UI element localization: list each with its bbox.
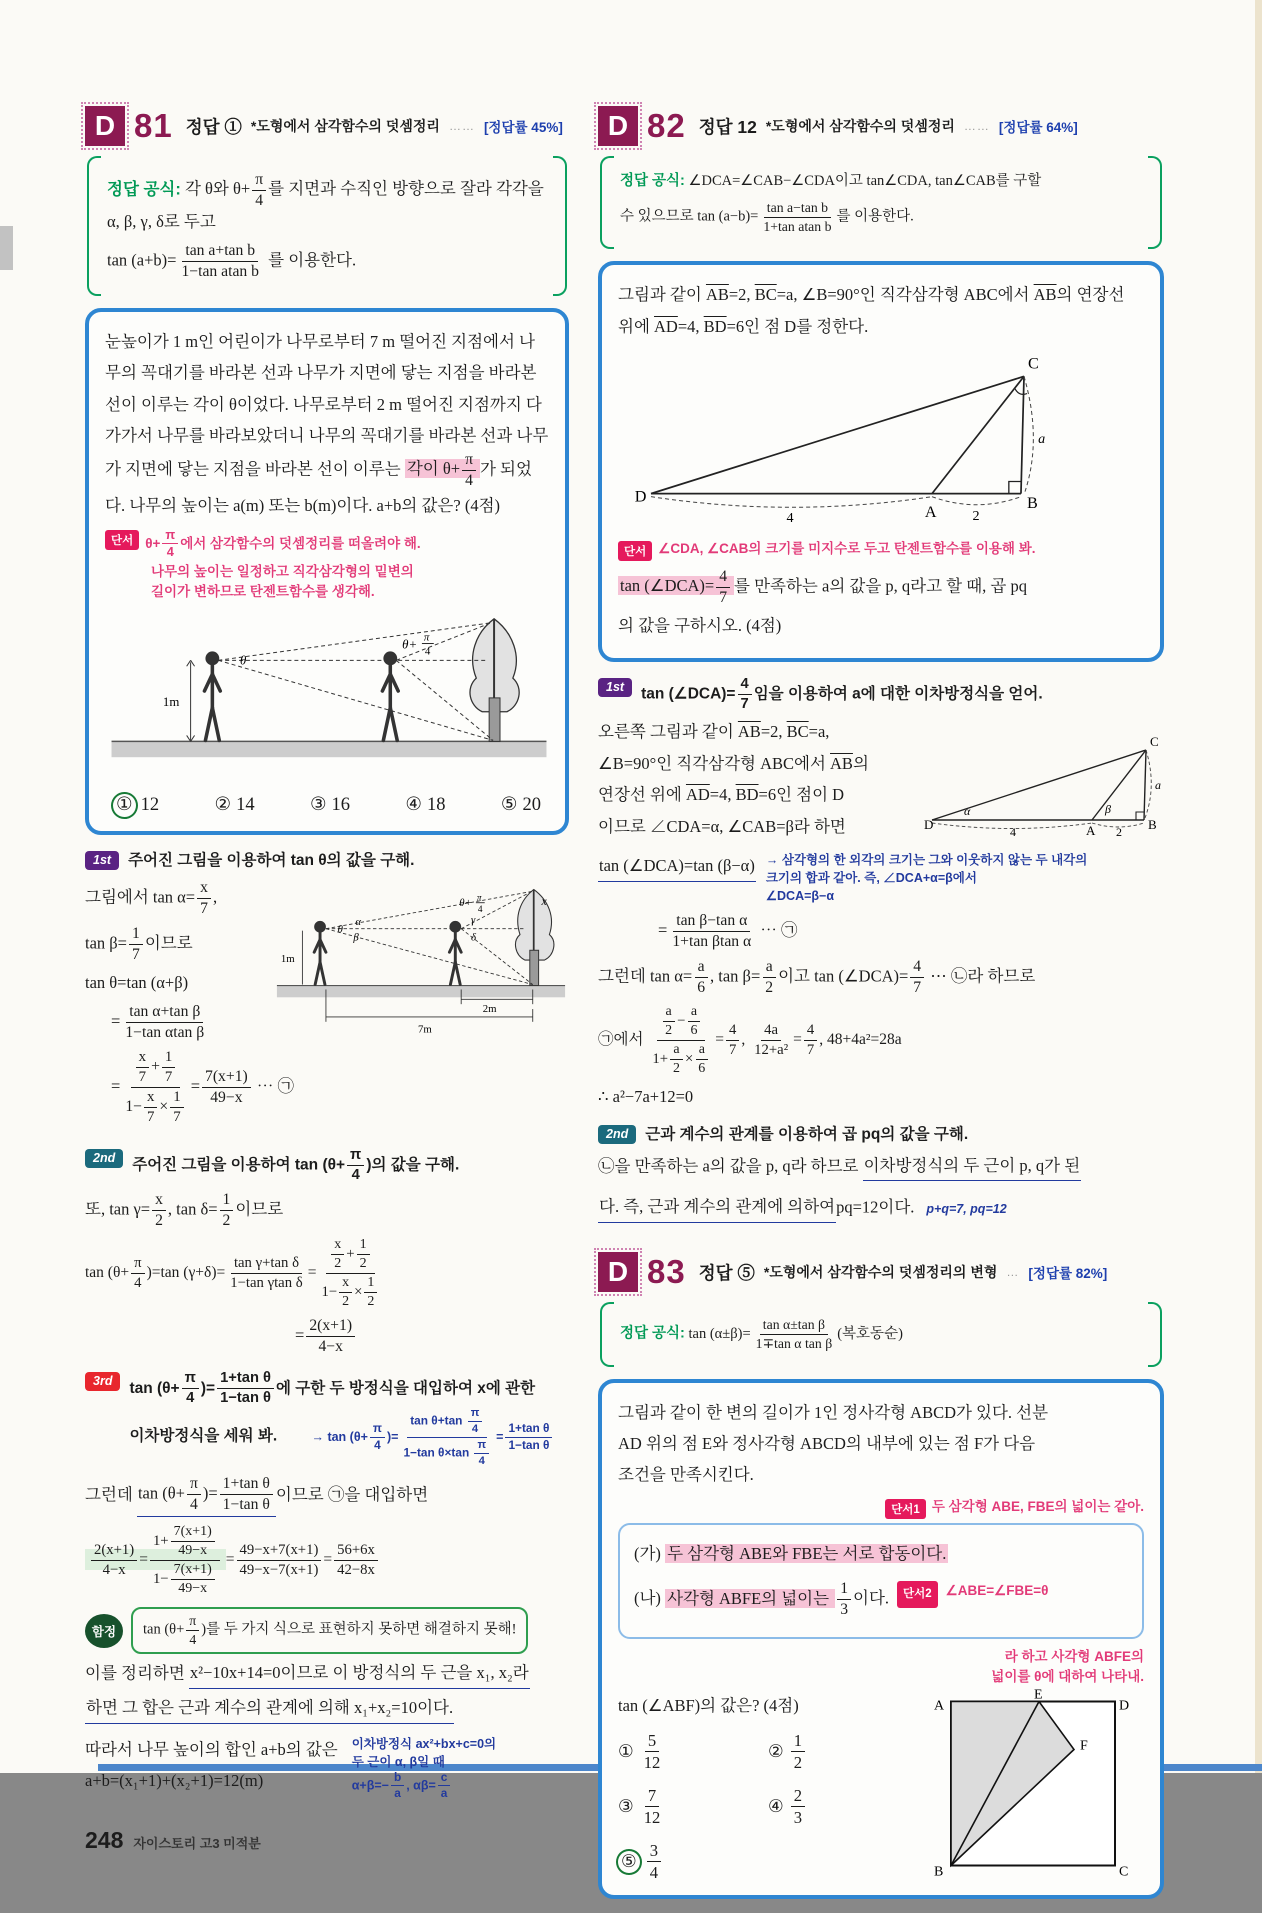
choice-5: ⑤ $\frac{3}{4}$ — [618, 1841, 768, 1882]
answer-label: 정답 ⑤ — [698, 1262, 755, 1283]
problem-81-header — [85, 106, 569, 146]
problem-83-header — [598, 1252, 1164, 1292]
cue-text: 나무의 높이는 일정하고 직각삼각형의 밑변의 — [151, 564, 414, 580]
label-1m: 1m — [162, 694, 180, 709]
cue-text: 넓이를 θ에 대하여 나타내. — [991, 1668, 1144, 1684]
label-A: A — [934, 1698, 945, 1714]
book-title: 자이스토리 고3 미적분 — [133, 1836, 261, 1852]
math-line: a+b=(x₁+1)+(x₂+1)=12(m) — [85, 1771, 264, 1791]
formula-label: 정답 공식: — [620, 1325, 685, 1342]
page-number: 248 — [85, 1827, 124, 1854]
dot-leader: … — [1006, 1265, 1020, 1279]
math-line: 또, tan γ= $\frac{x}{2}$ , tan δ= $\frac{1}{2}$ 이므로 — [85, 1190, 284, 1229]
cue-text: 길이가 변하므로 탄젠트함수를 생각해. — [151, 584, 375, 600]
label-A: A — [924, 504, 937, 522]
step-2nd — [598, 1123, 1164, 1146]
answer-rate: [정답률 64%] — [998, 120, 1078, 135]
formula-line — [620, 171, 1142, 193]
step-1st — [598, 676, 1164, 713]
problem-83-box — [598, 1379, 1164, 1899]
choice-2: ② $\frac{1}{2}$ — [768, 1731, 918, 1772]
note-line: α+β=− $\frac{b}{a}$ , αβ= $\frac{c}{a}$ — [352, 1771, 496, 1801]
label-B: B — [934, 1864, 944, 1880]
label-alpha: α — [355, 915, 361, 928]
svg-text:4: 4 — [477, 904, 483, 915]
math-line: 그림에서 tan α= $\frac{x}{7}$ , — [85, 878, 218, 917]
topic-label: *도형에서 삼각함수의 덧셈정리 — [250, 118, 440, 134]
label-D: D — [634, 488, 647, 506]
tree-observers-diagram — [105, 603, 553, 775]
cue-row — [618, 539, 1144, 561]
math-line: 그런데 tan (θ+ $\frac{\pi}{4}$ )= $\frac{\text{1+tan θ}}{\text{1−tan θ}}$ 이므로 ㉠을 대입하면 — [85, 1475, 569, 1517]
trap-badge: 함정 — [85, 1614, 123, 1648]
math-line: ㉡을 만족하는 a의 값을 p, q라 하므로 이차방정식의 두 근이 p, q가 된 — [598, 1154, 1164, 1182]
right-column — [598, 106, 1164, 1913]
problem-text: 그림과 같이 한 변의 길이가 1인 정사각형 ABCD가 있다. 선분 — [618, 1402, 1049, 1422]
cue-text: θ+ $\frac{\pi}{4}$ 에서 삼각함수의 덧셈정리를 떠올려야 해. — [145, 526, 421, 560]
condition-na-row — [634, 1573, 1128, 1626]
math-line: 이를 정리하면 x²−10x+14=0이므로 이 방정식의 두 근을 x₁, x₂라 — [85, 1661, 569, 1689]
label-theta-plus-pi4 — [402, 631, 434, 657]
math-line: 다. 즉, 근과 계수의 관계에 의하여pq=12이다. — [598, 1195, 914, 1223]
question-line: tan (∠ABF)의 값은? (4점) — [618, 1696, 799, 1715]
cue-text: 두 삼각형 ABE, FBE의 넓이는 같아. — [931, 1498, 1144, 1514]
problem-82-header — [598, 106, 1164, 146]
math-line: tan β= $\frac{1}{7}$ 이므로 — [85, 924, 193, 963]
problem-text: 의 값을 구하시오. (4점) — [618, 616, 782, 636]
math-line: 오른쪽 그림과 같이 $\overline{AB}=2$, $\overline{BC}=a$, — [598, 721, 830, 741]
unit-letter-badge: D — [598, 1252, 638, 1292]
math-line: 따라서 나무 높이의 합인 a+b의 값은 — [85, 1739, 338, 1759]
blue-side-note — [352, 1735, 496, 1802]
note-line: 두 근이 α, β일 때 — [351, 1754, 445, 1769]
formula-line: 수 있으므로 tan (a−b)= $\frac{\text{tan a−tan b}}{\text{1+tan atan b}}$ 를 이용한다. — [620, 199, 914, 234]
trap-text: tan (θ+ $\frac{\pi}{4}$ )를 두 가지 식으로 표현하지 못하면 해결하지 못해! — [131, 1607, 528, 1654]
answer-rate: [정답률 45%] — [483, 120, 563, 135]
math-line: ∠B=90°인 직각삼각형 ABC에서 $\overline{AB}$의 — [598, 753, 869, 773]
formula-line — [107, 171, 547, 235]
formula-text: 각 θ와 θ+ $\frac{\pi}{4}$ 를 지면과 수직인 방향으로 잘라 각각을 α, β, γ, δ로 두고 — [107, 171, 544, 232]
problem-number: 83 — [647, 1253, 686, 1290]
step-2nd — [85, 1147, 569, 1184]
answer-label: 정답 ① — [185, 116, 242, 137]
math-line: = $\frac{2(x+1)}{4-x}$ — [295, 1317, 569, 1356]
triangle-DAB-C-diagram — [618, 342, 1058, 528]
step-3rd — [85, 1370, 569, 1468]
svg-text:θ+: θ+ — [402, 637, 418, 652]
answer-formula-box — [600, 156, 1162, 249]
label-A: A — [1086, 822, 1096, 838]
formula-text: tan (α±β)= $\frac{\text{tan α±tan β}}{\text{1∓tan α tan β}}$ (복호동순) — [688, 1317, 903, 1351]
topic-label: *도형에서 삼각함수의 덧셈정리의 변형 — [763, 1264, 998, 1280]
sight-lines — [218, 622, 493, 740]
answer-choices — [113, 794, 541, 817]
choice-5: ⑤ 20 — [500, 794, 541, 816]
problem-text: AD 위의 점 E와 정사각형 ABCD의 내부에 있는 점 F가 다음 — [618, 1434, 1036, 1454]
correct-answer-circle: ⑤ — [616, 1849, 642, 1875]
problem-text: 눈높이가 1 m인 어린이가 나무로부터 7 m 떨어진 지점에서 나무의 꼭대기를 바라본 선과 나무가 지면에 닿는 지점을 바라본 선이 이루는 각이 θ이었다. 나무로부터 2 m 떨어진 지점까지 다가가서 나무를 바라보았더니 나무의 꼭대기를 바라본 선과 나무가 지면에 닿는 지점을 바라본 선이 이루는 각이 θ+ $\frac{\pi}{4}$ 가 되었다. 나무의 높이는 a(m) 또는 b(m)이다. a+b의 값은? (4점) — [105, 331, 549, 516]
blue-annotation — [766, 851, 1088, 905]
unit-letter-badge: D — [598, 106, 638, 146]
math-line: = $\frac{\text{tan β−tan α}}{\text{1+tan βtan α}}$ ⋯ ㉠ — [658, 912, 798, 951]
step-badge-2nd: 2nd — [85, 1149, 123, 1168]
label-C: C — [1028, 355, 1039, 373]
formula-line — [620, 1317, 1142, 1352]
problem-81-box — [85, 308, 569, 835]
step-1st — [85, 849, 569, 872]
math-line: 하면 그 합은 근과 계수의 관계에 의해 x₁+x₂=10이다. — [85, 1696, 569, 1724]
problem-82-box — [598, 261, 1164, 661]
label-F: F — [1080, 1738, 1088, 1754]
math-line: tan (∠DCA)=tan (β−α) — [598, 854, 756, 882]
answer-formula-box — [87, 156, 567, 296]
problem-number: 82 — [647, 107, 686, 144]
question-and-diagram — [618, 1687, 1144, 1883]
choice-3: ③ 16 — [309, 794, 351, 816]
answer-label: 정답 12 — [698, 116, 757, 137]
cue-row — [105, 528, 549, 561]
blue-annotation: p+q=7, pq=12 — [926, 1201, 1007, 1216]
answer-formula-box — [600, 1302, 1162, 1367]
label-beta: β — [1105, 801, 1111, 816]
math-line: = $\frac{\text{tan α+tan β}}{\text{1−tan αtan β}}$ — [111, 1002, 205, 1041]
math-line: tan (θ+ $\frac{\pi}{4}$ )=tan (γ+δ)= $\frac{\text{tan γ+tan δ}}{\text{1−tan γtan δ}}$ = $\frac{x}{2}$ + $\frac{1}{2}$ 1− $\frac{x}{2}$ × $\frac{1}{2}$ — [85, 1237, 569, 1310]
step-title: 근과 계수의 관계를 이용하여 곱 pq의 값을 구해. — [645, 1126, 969, 1144]
label-a: a — [1155, 777, 1161, 792]
svg-text:4: 4 — [424, 644, 431, 657]
label-a: a — [1038, 431, 1046, 448]
measure-arcs — [651, 376, 1033, 507]
label-D: D — [924, 816, 934, 832]
choice-1: ① $\frac{5}{12}$ — [618, 1730, 661, 1772]
note-line: ∠DCA=β−α — [765, 889, 835, 903]
cue-row — [618, 1497, 1144, 1519]
problem-text: 그림과 같이 $\overline{AB}=2$, $\overline{BC}=a$, ∠B=90°인 직각삼각형 ABC에서 $\overline{AB}$의 연장선 위에 $\overline{AD}=4$, $\overline{BD}=6$인 점 D를 정한다. — [618, 285, 1125, 336]
label-4: 4 — [1010, 824, 1016, 839]
note-line: 크기의 합과 같아. 즉, ∠DCA+α=β에서 — [765, 870, 977, 885]
label-C: C — [1150, 733, 1159, 749]
solution-diagram-tree — [273, 879, 569, 1047]
svg-text:π: π — [476, 893, 482, 904]
page-footer — [85, 1827, 569, 1854]
math-line: 연장선 위에 $\overline{AD}=4$, $\overline{BD}=6$인 점이 D — [598, 785, 845, 805]
angle-mark-C — [1015, 389, 1027, 395]
cue-tag: 단서 — [105, 530, 139, 550]
observer-far — [204, 651, 220, 739]
answer-rate: [정답률 82%] — [1028, 1266, 1108, 1281]
note-line: 이차방정식 ax²+bx+c=0의 — [351, 1736, 497, 1751]
label-2m: 2m — [482, 1002, 497, 1015]
dot-leader: …… — [448, 119, 475, 133]
label-delta: δ — [470, 931, 477, 944]
choice-4: ④ $\frac{2}{3}$ — [768, 1786, 918, 1827]
choice-2: ② 14 — [214, 794, 255, 816]
scan-edge-strip — [1255, 0, 1262, 1773]
math-line: 그런데 tan α= $\frac{a}{6}$ , tan β= $\frac{a}{2}$ 이고 tan (∠DCA)= $\frac{4}{7}$ ⋯ ㉡라 하므로 — [598, 958, 1036, 997]
cue-text: 라 하고 사각형 ABFE의 — [1004, 1648, 1144, 1664]
unit-letter-badge: D — [85, 106, 125, 146]
label-theta-plus-pi4 — [459, 893, 484, 915]
left-column — [85, 106, 569, 1854]
cue-text: ∠ABE=∠FBE=θ — [945, 1583, 1049, 1599]
cue-tag: 단서2 — [897, 1581, 938, 1608]
step-title: tan (∠DCA)= $\frac{4}{7}$ 임을 이용하여 a에 대한 이차방정식을 얻어. — [641, 675, 1043, 712]
condition-ga: (가) 두 삼각형 ABE와 FBE는 서로 합동이다. — [634, 1543, 947, 1563]
formula-text: ∠DCA=∠CAB−∠CDA이고 tan∠CDA, tan∠CAB를 구할 — [688, 173, 1042, 189]
math-line: $\frac{2(x+1)}{4-x}$ = 1+ $\frac{7(x+1)}{49-x}$ 1− $\frac{7(x+1)}{49-x}$ = $\frac{49-x+7(x+1)}{49-x-7(x+1)}$ = $\frac{56+6x}{42-8x}$ — [85, 1524, 569, 1597]
solution-block-1 — [85, 879, 569, 1133]
conclusion-text — [85, 1731, 338, 1802]
dot-leader: …… — [963, 119, 990, 133]
topic-label: *도형에서 삼각함수의 덧셈정리 — [765, 118, 955, 134]
square-ABCD-diagram — [926, 1687, 1131, 1883]
label-1m: 1m — [280, 952, 295, 965]
label-2: 2 — [972, 508, 980, 525]
label-C: C — [1119, 1864, 1129, 1880]
math-line: 이므로 ∠CDA=α, ∠CAB=β라 하면 — [598, 817, 846, 836]
label-4: 4 — [786, 510, 794, 527]
step-title-line: 이차방정식을 세워 봐. — [129, 1427, 278, 1445]
label-theta: θ — [240, 652, 247, 667]
cue-tag: 단서 — [618, 541, 652, 561]
formula-line: tan (a+b)= $\frac{\text{tan a+tan b}}{\text{1−tan atan b}}$ 를 이용한다. — [107, 241, 357, 280]
label-B: B — [1148, 816, 1157, 832]
step-badge-1st: 1st — [85, 851, 119, 870]
condition-box — [618, 1523, 1144, 1639]
choice-1: ① 12 — [113, 794, 159, 817]
condition-na: (나) 사각형 ABFE의 넓이는 $\frac{1}{3}$ 이다. — [634, 1580, 890, 1619]
svg-text:θ+: θ+ — [459, 896, 472, 909]
math-line: ∴ a²−7a+12=0 — [598, 1086, 694, 1106]
cue-text: ∠CDA, ∠CAB의 크기를 미지수로 두고 탄젠트함수를 이용해 봐. — [658, 541, 1036, 557]
tree-trunk — [489, 697, 500, 740]
math-with-note — [598, 847, 1164, 905]
formula-label: 정답 공식: — [620, 173, 685, 189]
trap-note — [85, 1607, 569, 1654]
label-E: E — [1034, 1687, 1043, 1703]
step-badge-2nd: 2nd — [598, 1125, 636, 1144]
solution-triangle-diagram — [924, 734, 1164, 842]
problem-number: 81 — [134, 107, 173, 144]
step-title: 주어진 그림을 이용하여 tan (θ+ $\frac{\pi}{4}$ )의 값을 구해. — [132, 1147, 460, 1184]
label-gamma: γ — [470, 913, 476, 926]
note-line: → 삼각형의 한 외각의 크기는 그와 이웃하지 않는 두 내각의 — [766, 851, 1088, 869]
solution-block — [598, 720, 1164, 847]
label-theta: θ — [337, 923, 343, 936]
choice-3: ③ $\frac{7}{12}$ — [618, 1785, 661, 1828]
math-line: tan θ=tan (α+β) — [85, 972, 189, 992]
label-B: B — [1027, 494, 1038, 512]
right-angle-mark — [1009, 482, 1021, 494]
label-alpha: α — [964, 803, 971, 818]
problem-text: 조건을 만족시킨다. — [618, 1465, 754, 1485]
step-title-line: tan (θ+ $\frac{\pi}{4}$ )= $\frac{\text{1+tan θ}}{\text{1−tan θ}}$ 에 구한 두 방정식을 대입하여 x에 관한 — [129, 1370, 536, 1407]
conclusion-row — [85, 1731, 569, 1802]
answer-choices — [618, 1731, 918, 1883]
step-title: 주어진 그림을 이용하여 tan θ의 값을 구해. — [128, 851, 415, 869]
observer-near — [382, 651, 398, 739]
correct-answer-circle: ① — [111, 792, 138, 819]
label-2: 2 — [1116, 824, 1122, 839]
step-title — [129, 1370, 554, 1468]
cue-tag: 단서1 — [885, 1499, 926, 1519]
label-x: x — [541, 894, 547, 908]
step-badge-3rd: 3rd — [85, 1372, 120, 1391]
math-line: = $\frac{x}{7}$ + $\frac{1}{7}$ 1− $\frac{x}{7}$ × $\frac{1}{7}$ = $\frac{7(x+1)}{49-x}$ ⋯ ㉠ — [111, 1048, 295, 1125]
question-choices — [618, 1687, 918, 1882]
label-beta: β — [353, 931, 359, 944]
problem-text: tan (∠DCA)= $\frac{4}{7}$ 를 만족하는 a의 값을 p, q라고 할 때, 곱 pq — [620, 568, 1027, 607]
svg-text:π: π — [423, 631, 430, 644]
label-7m: 7m — [418, 1023, 432, 1036]
choice-4: ④ 18 — [405, 794, 446, 816]
math-with-note — [598, 1188, 1164, 1230]
formula-label: 정답 공식: — [107, 180, 181, 199]
step-badge-1st: 1st — [598, 678, 632, 697]
ground — [112, 741, 547, 757]
scan-edge-tab — [0, 226, 13, 270]
math-line: ㉠에서 $\frac{a}{2}$ − $\frac{a}{6}$ 1+ $\frac{a}{2}$ × $\frac{a}{6}$ = $\frac{4}{7}$ , $\frac{4a}{\text{12+a²}}$ = $\frac{4}{7}$ , 48+4a²=28a — [598, 1004, 902, 1077]
label-D: D — [1119, 1698, 1130, 1714]
blue-annotation: → tan (θ+ $\frac{\pi}{4}$ )= tan θ+tan $\frac{\pi}{4}$ 1−tan θ×tan $\frac{\pi}{4}$ = $\frac{\text{1+tan θ}}{\text{1−tan θ}}$ — [311, 1430, 554, 1444]
